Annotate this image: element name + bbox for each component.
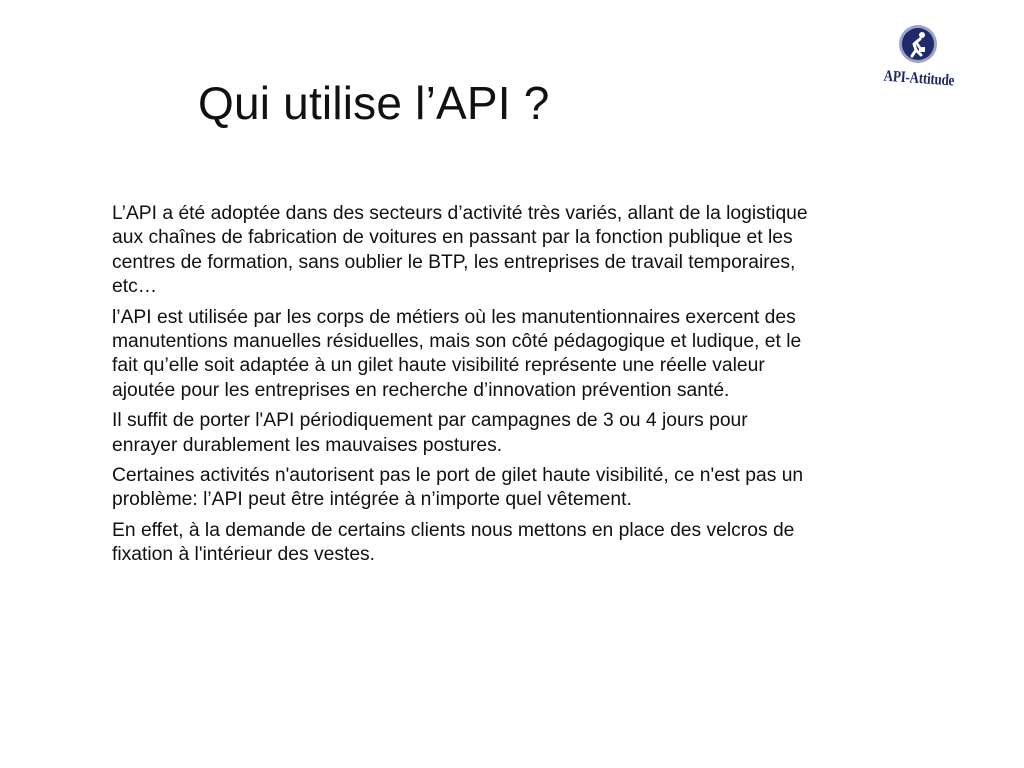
logo-text: API-Attitude — [883, 67, 955, 90]
slide-title: Qui utilise l’API ? — [198, 77, 550, 129]
api-attitude-logo — [876, 22, 960, 102]
slide-body — [112, 202, 812, 574]
paragraph: L’API a été adoptée dans des secteurs d’activité très variés, allant de la logistique aux chaînes de fabrication de voitures en passant par la fonction publique et les centres de formation, sans oublier le BTP, les entreprises de travail temporaires, etc… — [112, 203, 808, 298]
paragraph: l’API est utilisée par les corps de métiers où les manutentionnaires exercent des manutentions manuelles résiduelles, mais son côté pédagogique et ludique, et le fait qu’elle soit adaptée à un gilet haute visibilité représente une réelle valeur ajoutée pour les entreprises en recherche d’innovation prévention santé. — [112, 306, 802, 401]
worker-bending-icon — [876, 22, 960, 72]
paragraph: Certaines activités n'autorisent pas le port de gilet haute visibilité, ce n'est pas un problème: l’API peut être intégrée à n’importe quel vêtement. — [112, 465, 804, 511]
paragraph: Il suffit de porter l'API périodiquement par campagnes de 3 ou 4 jours pour enrayer durablement les mauvaises postures. — [112, 410, 748, 456]
paragraph: En effet, à la demande de certains clients nous mettons en place des velcros de fixation à l'intérieur des vestes. — [112, 519, 795, 566]
